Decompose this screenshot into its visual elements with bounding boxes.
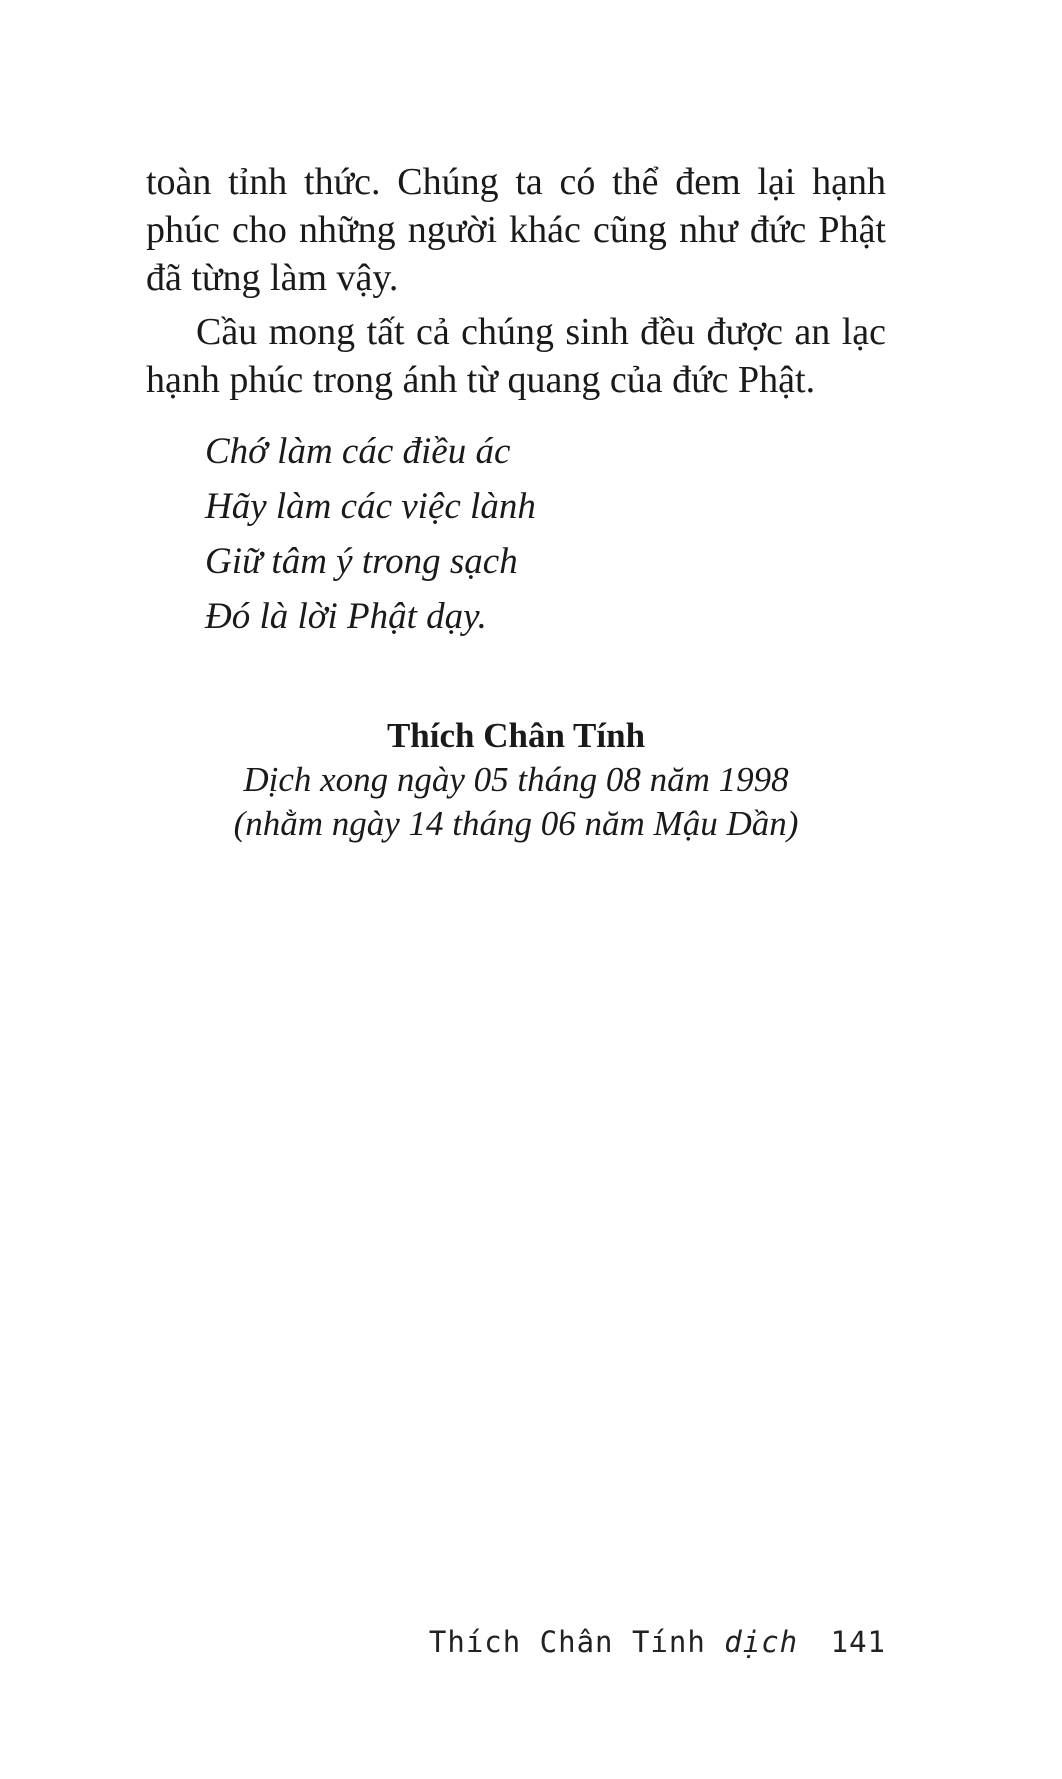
signature-block <box>146 714 886 846</box>
page-footer <box>429 1624 886 1660</box>
translation-date: Dịch xong ngày 05 tháng 08 năm 1998 <box>243 760 789 799</box>
verse-line: Hãy làm các việc lành <box>205 486 536 527</box>
paragraph-wish: Cầu mong tất cả chúng sinh đều được an lạc hạnh phúc trong ánh từ quang của đức Phật. <box>146 311 886 401</box>
running-head-italic: dịch <box>724 1625 799 1659</box>
translator-name: Thích Chân Tính <box>386 716 646 755</box>
verse-line: Đó là lời Phật dạy. <box>205 596 487 637</box>
page-number: 141 <box>830 1625 886 1659</box>
verse-block <box>205 424 845 644</box>
verse-line: Giữ tâm ý trong sạch <box>205 541 518 582</box>
running-head: Thích Chân Tính <box>428 1625 706 1659</box>
verse-line: Chớ làm các điều ác <box>205 431 511 472</box>
lunar-date: (nhằm ngày 14 tháng 06 năm Mậu Dần) <box>233 804 799 843</box>
body-text <box>146 158 886 404</box>
paragraph-continuation: toàn tỉnh thức. Chúng ta có thể đem lại hạnh phúc cho những người khác cũng như đức Phật đã từng làm vậy. <box>146 161 886 299</box>
